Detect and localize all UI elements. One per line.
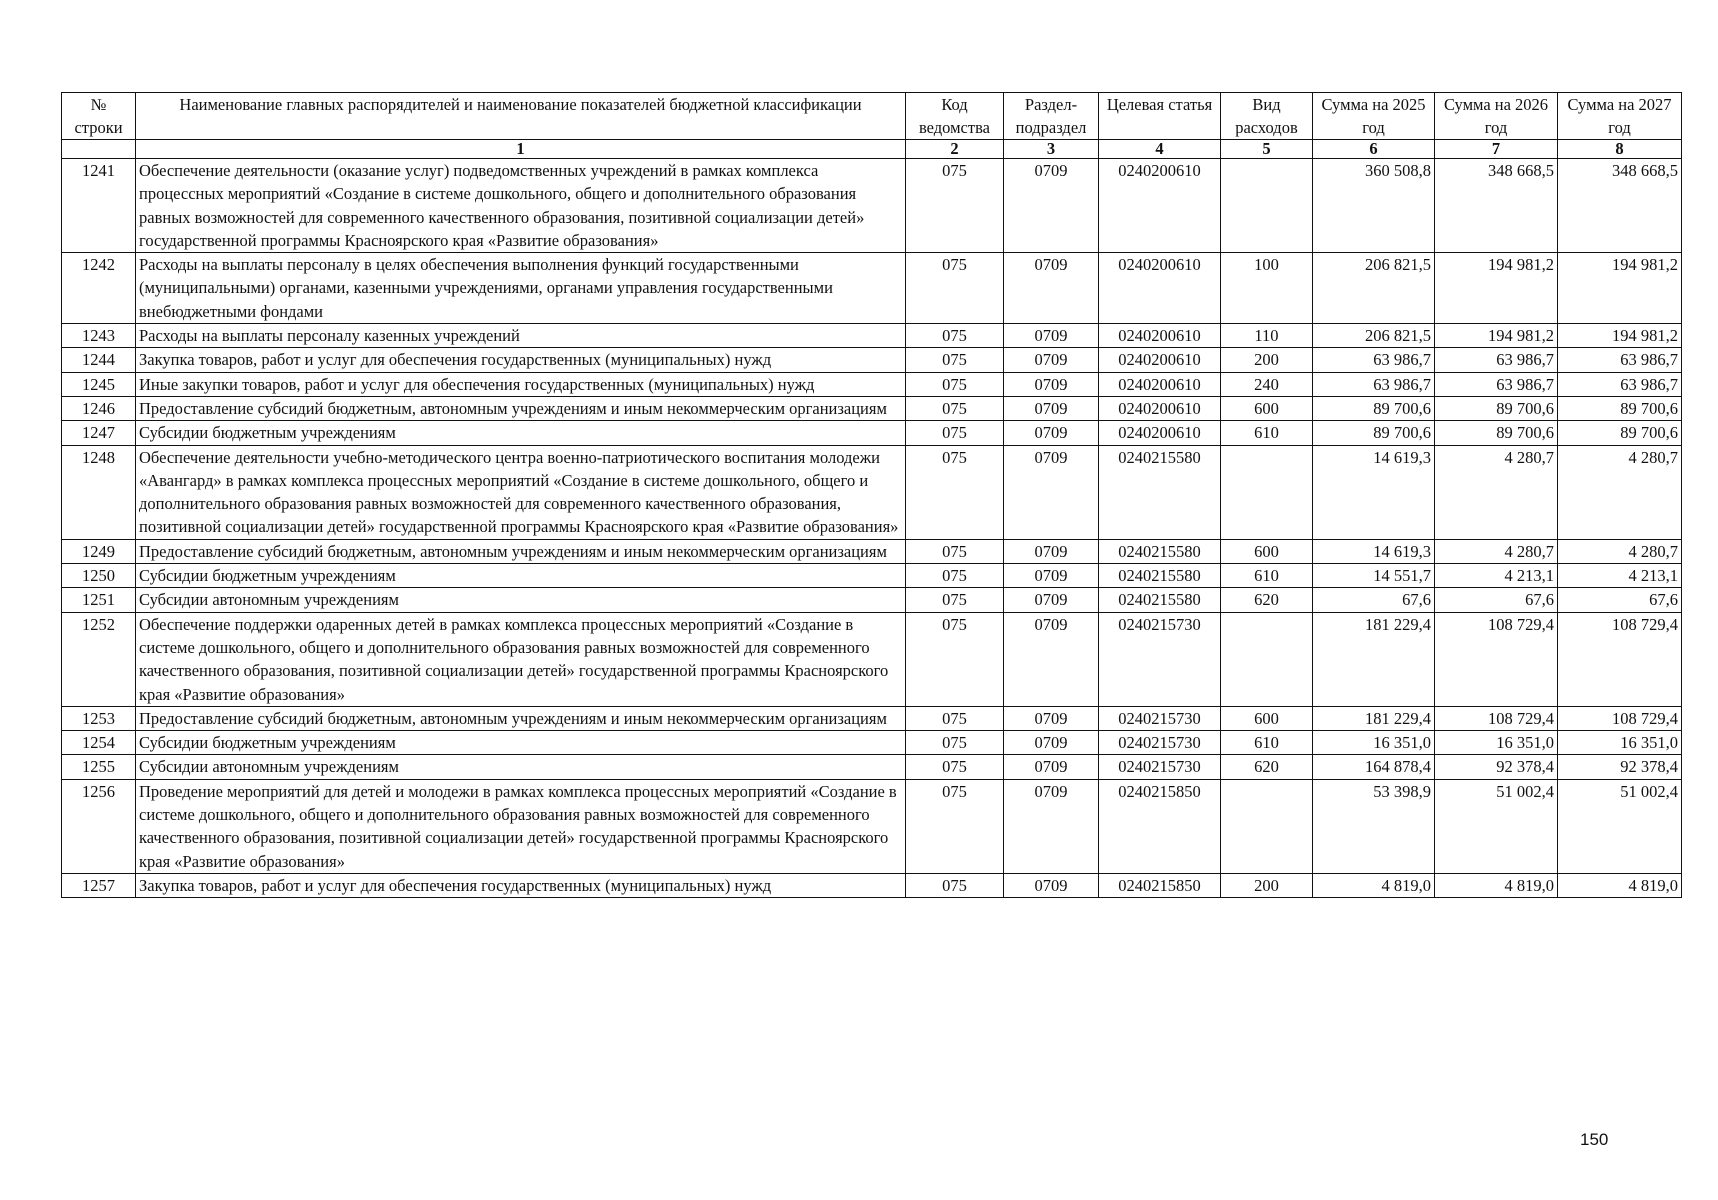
sum-2025-cell: 67,6 [1313, 588, 1435, 612]
target-article-cell: 0240200610 [1099, 372, 1221, 396]
ved-code-cell: 075 [906, 396, 1004, 420]
row-number-cell: 1244 [62, 348, 136, 372]
expense-type-cell: 620 [1221, 588, 1313, 612]
section-code-cell: 0709 [1004, 588, 1099, 612]
target-article-cell: 0240215730 [1099, 706, 1221, 730]
table-row [62, 348, 1682, 372]
header-name: Наименование главных распорядителей и наименование показателей бюджетной классификации [136, 93, 906, 140]
table-row [62, 324, 1682, 348]
section-code-cell: 0709 [1004, 539, 1099, 563]
ved-code-cell: 075 [906, 348, 1004, 372]
expense-type-cell: 610 [1221, 731, 1313, 755]
target-article-cell: 0240215730 [1099, 731, 1221, 755]
target-article-cell: 0240200610 [1099, 348, 1221, 372]
sum-2026-cell: 89 700,6 [1435, 396, 1558, 420]
ved-code-cell: 075 [906, 159, 1004, 253]
sum-2026-cell: 4 213,1 [1435, 564, 1558, 588]
target-article-cell: 0240215850 [1099, 873, 1221, 897]
sum-2026-cell: 108 729,4 [1435, 706, 1558, 730]
sum-2027-cell: 63 986,7 [1558, 348, 1682, 372]
row-number-cell: 1256 [62, 779, 136, 873]
expense-type-cell: 610 [1221, 421, 1313, 445]
sum-2025-cell: 63 986,7 [1313, 372, 1435, 396]
ved-code-cell: 075 [906, 588, 1004, 612]
row-number-cell: 1245 [62, 372, 136, 396]
table-row [62, 396, 1682, 420]
sum-2026-cell: 89 700,6 [1435, 421, 1558, 445]
header-row-number: № строки [62, 93, 136, 140]
expense-type-cell: 200 [1221, 348, 1313, 372]
header-sum-2027: Сумма на 2027 год [1558, 93, 1682, 140]
sum-2026-cell: 63 986,7 [1435, 348, 1558, 372]
section-code-cell: 0709 [1004, 445, 1099, 539]
expense-type-cell [1221, 612, 1313, 706]
target-article-cell: 0240215850 [1099, 779, 1221, 873]
ved-code-cell: 075 [906, 755, 1004, 779]
sum-2026-cell: 348 668,5 [1435, 159, 1558, 253]
expense-type-cell: 100 [1221, 253, 1313, 324]
sum-2026-cell: 63 986,7 [1435, 372, 1558, 396]
column-number: 8 [1558, 140, 1682, 159]
target-article-cell: 0240215580 [1099, 588, 1221, 612]
table-body [62, 159, 1682, 898]
table-row [62, 612, 1682, 706]
ved-code-cell: 075 [906, 421, 1004, 445]
sum-2025-cell: 4 819,0 [1313, 873, 1435, 897]
item-name-cell: Иные закупки товаров, работ и услуг для обеспечения государственных (муниципальных) нужд [136, 372, 906, 396]
column-number-row [62, 140, 1682, 159]
target-article-cell: 0240215580 [1099, 539, 1221, 563]
ved-code-cell: 075 [906, 731, 1004, 755]
sum-2027-cell: 89 700,6 [1558, 421, 1682, 445]
table-row [62, 706, 1682, 730]
table-row [62, 159, 1682, 253]
header-ved-code: Код ведомства [906, 93, 1004, 140]
sum-2025-cell: 16 351,0 [1313, 731, 1435, 755]
expense-type-cell [1221, 159, 1313, 253]
item-name-cell: Субсидии автономным учреждениям [136, 755, 906, 779]
sum-2026-cell: 4 280,7 [1435, 539, 1558, 563]
target-article-cell: 0240200610 [1099, 253, 1221, 324]
target-article-cell: 0240200610 [1099, 396, 1221, 420]
sum-2027-cell: 194 981,2 [1558, 324, 1682, 348]
expense-type-cell: 240 [1221, 372, 1313, 396]
section-code-cell: 0709 [1004, 421, 1099, 445]
sum-2025-cell: 360 508,8 [1313, 159, 1435, 253]
sum-2025-cell: 206 821,5 [1313, 253, 1435, 324]
expense-type-cell: 600 [1221, 706, 1313, 730]
item-name-cell: Закупка товаров, работ и услуг для обеспечения государственных (муниципальных) нужд [136, 348, 906, 372]
item-name-cell: Обеспечение деятельности (оказание услуг) подведомственных учреждений в рамках комплекса процессных мероприятий «Создание в системе дошкольного, общего и дополнительного образования равных возможностей для современного качественного образования, позитивной социализации детей» государственной программы Красноярского края «Развитие образования» [136, 159, 906, 253]
item-name-cell: Обеспечение поддержки одаренных детей в рамках комплекса процессных мероприятий «Создание в системе дошкольного, общего и дополнительного образования равных возможностей для современного качественного образования, позитивной социализации детей» государственной программы Красноярского края «Развитие образования» [136, 612, 906, 706]
row-number-cell: 1250 [62, 564, 136, 588]
table-row [62, 779, 1682, 873]
section-code-cell: 0709 [1004, 253, 1099, 324]
ved-code-cell: 075 [906, 324, 1004, 348]
row-number-cell: 1249 [62, 539, 136, 563]
item-name-cell: Субсидии бюджетным учреждениям [136, 564, 906, 588]
sum-2026-cell: 108 729,4 [1435, 612, 1558, 706]
target-article-cell: 0240200610 [1099, 159, 1221, 253]
table-row [62, 253, 1682, 324]
target-article-cell: 0240215580 [1099, 564, 1221, 588]
sum-2025-cell: 89 700,6 [1313, 421, 1435, 445]
expense-type-cell: 610 [1221, 564, 1313, 588]
sum-2026-cell: 92 378,4 [1435, 755, 1558, 779]
ved-code-cell: 075 [906, 445, 1004, 539]
table-row [62, 873, 1682, 897]
sum-2025-cell: 181 229,4 [1313, 612, 1435, 706]
section-code-cell: 0709 [1004, 372, 1099, 396]
column-number: 7 [1435, 140, 1558, 159]
header-expense-type: Вид расходов [1221, 93, 1313, 140]
item-name-cell: Предоставление субсидий бюджетным, автономным учреждениям и иным некоммерческим организациям [136, 396, 906, 420]
target-article-cell: 0240215730 [1099, 612, 1221, 706]
item-name-cell: Предоставление субсидий бюджетным, автономным учреждениям и иным некоммерческим организациям [136, 539, 906, 563]
item-name-cell: Обеспечение деятельности учебно-методического центра военно-патриотического воспитания молодежи «Авангард» в рамках комплекса процессных мероприятий «Создание в системе дошкольного, общего и дополнительного образования равных возможностей для современного качественного образования, позитивной социализации детей» государственной программы Красноярского края «Развитие образования» [136, 445, 906, 539]
table-row [62, 421, 1682, 445]
table-row [62, 539, 1682, 563]
sum-2026-cell: 16 351,0 [1435, 731, 1558, 755]
sum-2026-cell: 4 280,7 [1435, 445, 1558, 539]
table-row [62, 445, 1682, 539]
sum-2027-cell: 4 213,1 [1558, 564, 1682, 588]
sum-2025-cell: 14 619,3 [1313, 445, 1435, 539]
ved-code-cell: 075 [906, 253, 1004, 324]
sum-2026-cell: 194 981,2 [1435, 253, 1558, 324]
item-name-cell: Проведение мероприятий для детей и молодежи в рамках комплекса процессных мероприятий «Создание в системе дошкольного, общего и дополнительного образования равных возможностей для современного качественного образования, позитивной социализации детей» государственной программы Красноярского края «Развитие образования» [136, 779, 906, 873]
column-number [62, 140, 136, 159]
header-sum-2025: Сумма на 2025 год [1313, 93, 1435, 140]
column-number: 5 [1221, 140, 1313, 159]
column-number: 4 [1099, 140, 1221, 159]
ved-code-cell: 075 [906, 779, 1004, 873]
expense-type-cell: 620 [1221, 755, 1313, 779]
sum-2027-cell: 194 981,2 [1558, 253, 1682, 324]
section-code-cell: 0709 [1004, 348, 1099, 372]
header-sum-2026: Сумма на 2026 год [1435, 93, 1558, 140]
item-name-cell: Субсидии бюджетным учреждениям [136, 421, 906, 445]
table-row [62, 564, 1682, 588]
sum-2027-cell: 348 668,5 [1558, 159, 1682, 253]
sum-2025-cell: 14 551,7 [1313, 564, 1435, 588]
sum-2025-cell: 181 229,4 [1313, 706, 1435, 730]
row-number-cell: 1255 [62, 755, 136, 779]
column-number: 6 [1313, 140, 1435, 159]
sum-2027-cell: 16 351,0 [1558, 731, 1682, 755]
expense-type-cell: 600 [1221, 396, 1313, 420]
row-number-cell: 1242 [62, 253, 136, 324]
sum-2027-cell: 67,6 [1558, 588, 1682, 612]
sum-2025-cell: 53 398,9 [1313, 779, 1435, 873]
section-code-cell: 0709 [1004, 706, 1099, 730]
page-number: 150 [1580, 1130, 1609, 1149]
section-code-cell: 0709 [1004, 612, 1099, 706]
section-code-cell: 0709 [1004, 731, 1099, 755]
sum-2027-cell: 51 002,4 [1558, 779, 1682, 873]
column-number: 1 [136, 140, 906, 159]
sum-2026-cell: 4 819,0 [1435, 873, 1558, 897]
row-number-cell: 1247 [62, 421, 136, 445]
sum-2025-cell: 14 619,3 [1313, 539, 1435, 563]
section-code-cell: 0709 [1004, 396, 1099, 420]
sum-2027-cell: 4 280,7 [1558, 539, 1682, 563]
item-name-cell: Расходы на выплаты персоналу казенных учреждений [136, 324, 906, 348]
header-section: Раздел-подраздел [1004, 93, 1099, 140]
ved-code-cell: 075 [906, 873, 1004, 897]
ved-code-cell: 075 [906, 706, 1004, 730]
sum-2027-cell: 108 729,4 [1558, 612, 1682, 706]
ved-code-cell: 075 [906, 612, 1004, 706]
target-article-cell: 0240215580 [1099, 445, 1221, 539]
column-number: 3 [1004, 140, 1099, 159]
expense-type-cell: 200 [1221, 873, 1313, 897]
section-code-cell: 0709 [1004, 324, 1099, 348]
sum-2026-cell: 67,6 [1435, 588, 1558, 612]
section-code-cell: 0709 [1004, 159, 1099, 253]
sum-2025-cell: 164 878,4 [1313, 755, 1435, 779]
sum-2025-cell: 206 821,5 [1313, 324, 1435, 348]
budget-table [61, 92, 1682, 898]
item-name-cell: Субсидии автономным учреждениям [136, 588, 906, 612]
ved-code-cell: 075 [906, 539, 1004, 563]
header-row [62, 93, 1682, 140]
sum-2025-cell: 89 700,6 [1313, 396, 1435, 420]
sum-2026-cell: 194 981,2 [1435, 324, 1558, 348]
sum-2026-cell: 51 002,4 [1435, 779, 1558, 873]
expense-type-cell [1221, 445, 1313, 539]
ved-code-cell: 075 [906, 564, 1004, 588]
row-number-cell: 1243 [62, 324, 136, 348]
column-number: 2 [906, 140, 1004, 159]
table-row [62, 755, 1682, 779]
section-code-cell: 0709 [1004, 755, 1099, 779]
row-number-cell: 1251 [62, 588, 136, 612]
table-row [62, 588, 1682, 612]
item-name-cell: Субсидии бюджетным учреждениям [136, 731, 906, 755]
header-target-article: Целевая статья [1099, 93, 1221, 140]
sum-2027-cell: 4 280,7 [1558, 445, 1682, 539]
item-name-cell: Предоставление субсидий бюджетным, автономным учреждениям и иным некоммерческим организациям [136, 706, 906, 730]
section-code-cell: 0709 [1004, 564, 1099, 588]
table-row [62, 372, 1682, 396]
sum-2027-cell: 108 729,4 [1558, 706, 1682, 730]
expense-type-cell [1221, 779, 1313, 873]
target-article-cell: 0240200610 [1099, 421, 1221, 445]
row-number-cell: 1252 [62, 612, 136, 706]
section-code-cell: 0709 [1004, 873, 1099, 897]
target-article-cell: 0240215730 [1099, 755, 1221, 779]
expense-type-cell: 110 [1221, 324, 1313, 348]
row-number-cell: 1246 [62, 396, 136, 420]
row-number-cell: 1254 [62, 731, 136, 755]
table-row [62, 731, 1682, 755]
sum-2025-cell: 63 986,7 [1313, 348, 1435, 372]
target-article-cell: 0240200610 [1099, 324, 1221, 348]
ved-code-cell: 075 [906, 372, 1004, 396]
sum-2027-cell: 92 378,4 [1558, 755, 1682, 779]
expense-type-cell: 600 [1221, 539, 1313, 563]
sum-2027-cell: 63 986,7 [1558, 372, 1682, 396]
sum-2027-cell: 89 700,6 [1558, 396, 1682, 420]
row-number-cell: 1241 [62, 159, 136, 253]
item-name-cell: Закупка товаров, работ и услуг для обеспечения государственных (муниципальных) нужд [136, 873, 906, 897]
row-number-cell: 1257 [62, 873, 136, 897]
sum-2027-cell: 4 819,0 [1558, 873, 1682, 897]
item-name-cell: Расходы на выплаты персоналу в целях обеспечения выполнения функций государственными (муниципальными) органами, казенными учреждениями, органами управления государственными внебюджетными фондами [136, 253, 906, 324]
row-number-cell: 1248 [62, 445, 136, 539]
row-number-cell: 1253 [62, 706, 136, 730]
section-code-cell: 0709 [1004, 779, 1099, 873]
